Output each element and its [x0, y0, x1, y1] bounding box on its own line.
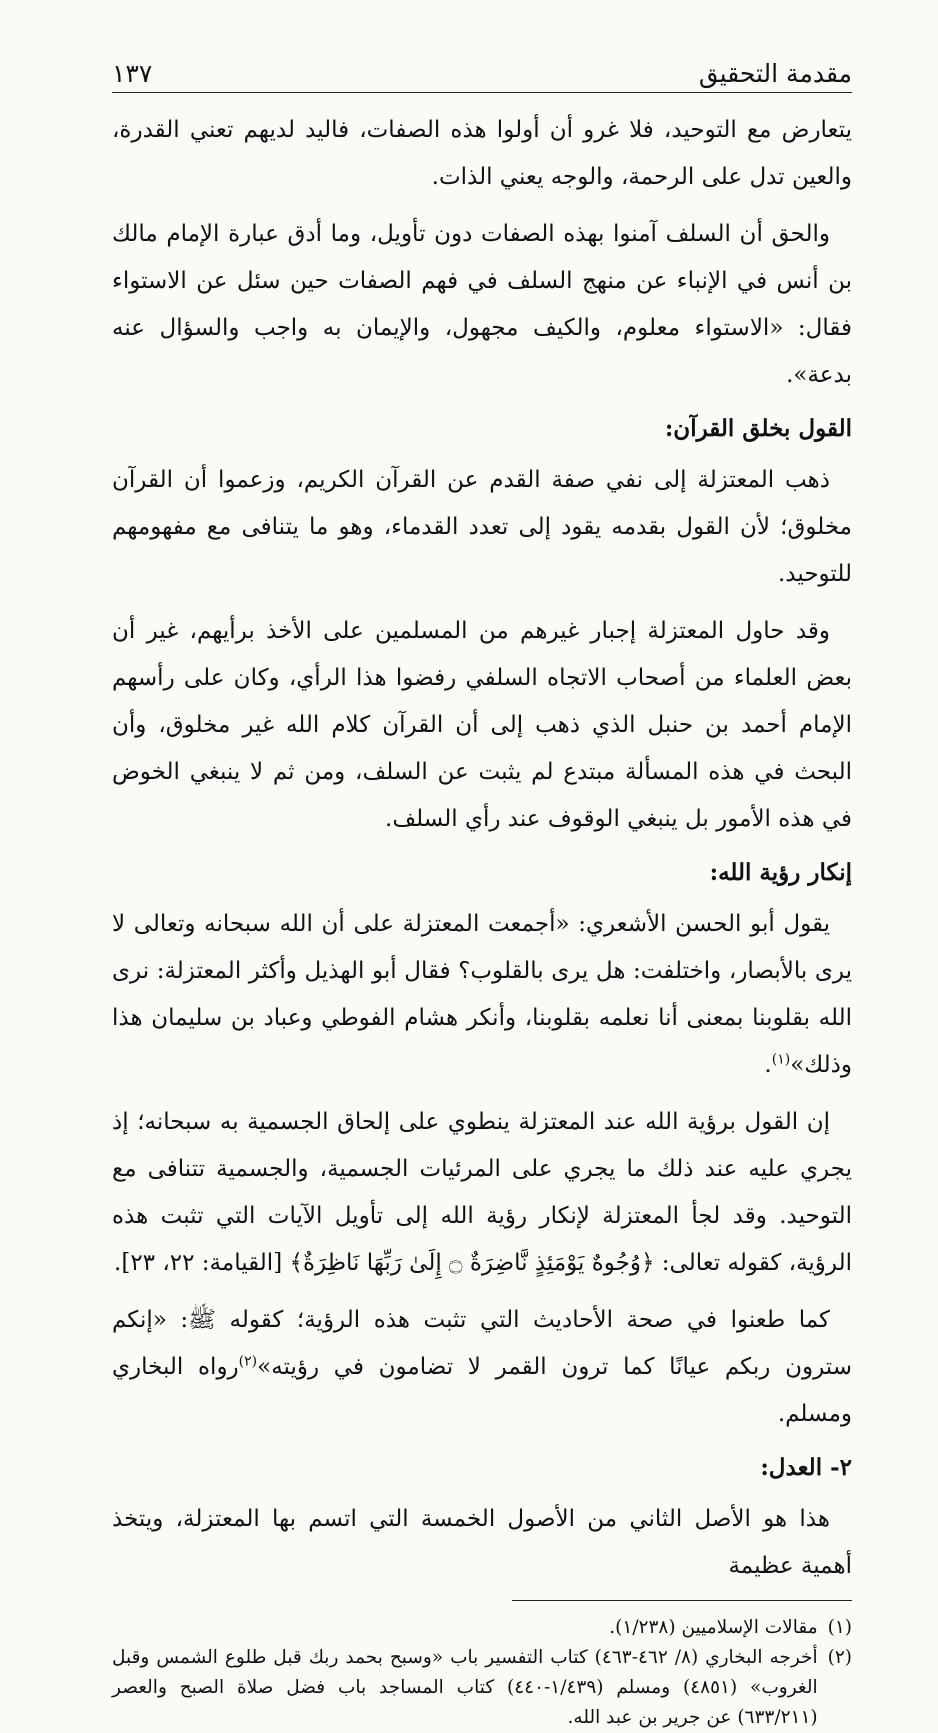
paragraph — [112, 1297, 852, 1438]
paragraph: وقد حاول المعتزلة إجبار غيرهم من المسلمين على الأخذ برأيهم، غير أن بعض العلماء من أصحاب الاتجاه السلفي رفضوا هذا الرأي، وكان على رأسهم الإمام أحمد بن حنبل الذي ذهب إلى أن القرآن كلام الله غير مخلوق، وأن البحث في هذه المسألة مبتدع لم يثبت عن السلف، ومن ثم لا ينبغي الخوض في هذه الأمور بل ينبغي الوقوف عند رأي السلف. — [112, 618, 852, 832]
page-number: ١٣٧ — [112, 59, 153, 88]
paragraph-end: رواه البخاري ومسلم. — [112, 1354, 852, 1427]
footnote-mark: (٢) — [827, 1647, 852, 1668]
paragraph: يتعارض مع التوحيد، فلا غرو أن أولوا هذه الصفات، فاليد لديهم تعني القدرة، والعين تدل على الرحمة، والوجه يعني الذات. — [112, 117, 852, 190]
main-text — [112, 107, 852, 1590]
footnote-ref: (١) — [771, 1051, 791, 1068]
footnote — [112, 1643, 852, 1733]
paragraph: هذا هو الأصل الثاني من الأصول الخمسة التي اتسم بها المعتزلة، ويتخذ أهمية عظيمة — [112, 1506, 852, 1579]
section-heading: القول بخلق القرآن: — [664, 415, 852, 442]
running-title: مقدمة التحقيق — [698, 59, 852, 88]
footnote-divider — [512, 1600, 852, 1601]
footnote-ref: (٢) — [238, 1353, 258, 1370]
paragraph-text: كما طعنوا في صحة الأحاديث التي تثبت هذه الرؤية؛ كقوله ﷺ: «إنكم سترون ربكم عيانًا كما ترون القمر لا تضامون في رؤيته» — [112, 1307, 852, 1380]
paragraph-end: . — [764, 1052, 772, 1078]
footnote-mark: (١) — [827, 1617, 852, 1638]
section-heading: ٢- العدل: — [760, 1454, 852, 1481]
footnote-text: أخرجه البخاري (٨/ ٤٦٢-٤٦٣) كتاب التفسير باب «وسبح بحمد ربك قبل طلوع الشمس وقبل الغروب» (٤٨٥١) ومسلم (١/٤٣٩-٤٤٠) كتاب المساجد باب فضل صلاة الصبح والعصر (٦٣٣/٢١١) عن جرير بن عبد الله. — [112, 1647, 818, 1728]
paragraph-text: يقول أبو الحسن الأشعري: «أجمعت المعتزلة على أن الله سبحانه وتعالى لا يرى بالأبصار، واختلفت: هل يرى بالقلوب؟ فقال أبو الهذيل وأكثر المعتزلة: نرى الله بقلوبنا بمعنى أنا نعلمه بقلوبنا، وأنكر هشام الفوطي وعباد بن سليمان هذا وذلك» — [112, 911, 852, 1078]
section-heading: إنكار رؤية الله: — [709, 859, 852, 886]
footnote — [112, 1613, 852, 1643]
footnotes — [112, 1613, 852, 1733]
paragraph: والحق أن السلف آمنوا بهذه الصفات دون تأويل، وما أدق عبارة الإمام مالك بن أنس في الإنباء عن منهج السلف في فهم الصفات حين سئل عن الاستواء فقال: «الاستواء معلوم، والكيف مجهول، والإيمان به واجب والسؤال عنه بدعة». — [112, 221, 852, 388]
footnote-text: مقالات الإسلاميين (١/٢٣٨). — [609, 1617, 818, 1638]
paragraph: ذهب المعتزلة إلى نفي صفة القدم عن القرآن الكريم، وزعموا أن القرآن مخلوق؛ لأن القول بقدمه يقود إلى تعدد القدماء، وهو ما يتنافى مع مفهومهم للتوحيد. — [112, 467, 852, 587]
paragraph: إن القول برؤية الله عند المعتزلة ينطوي على إلحاق الجسمية به سبحانه؛ إذ يجري عليه عند ذلك ما يجري على المرئيات الجسمية، والجسمية تتنافى مع التوحيد. وقد لجأ المعتزلة لإنكار رؤية الله إلى تأويل الآيات التي تثبت هذه الرؤية، كقوله تعالى: ﴿وُجُوهٌ يَوْمَئِذٍ نَّاضِرَةٌ ۝ إِلَىٰ رَبِّهَا نَاظِرَةٌ﴾ [القيامة: ٢٢، ٢٣]. — [112, 1109, 852, 1276]
running-header — [112, 54, 852, 93]
paragraph — [112, 901, 852, 1089]
